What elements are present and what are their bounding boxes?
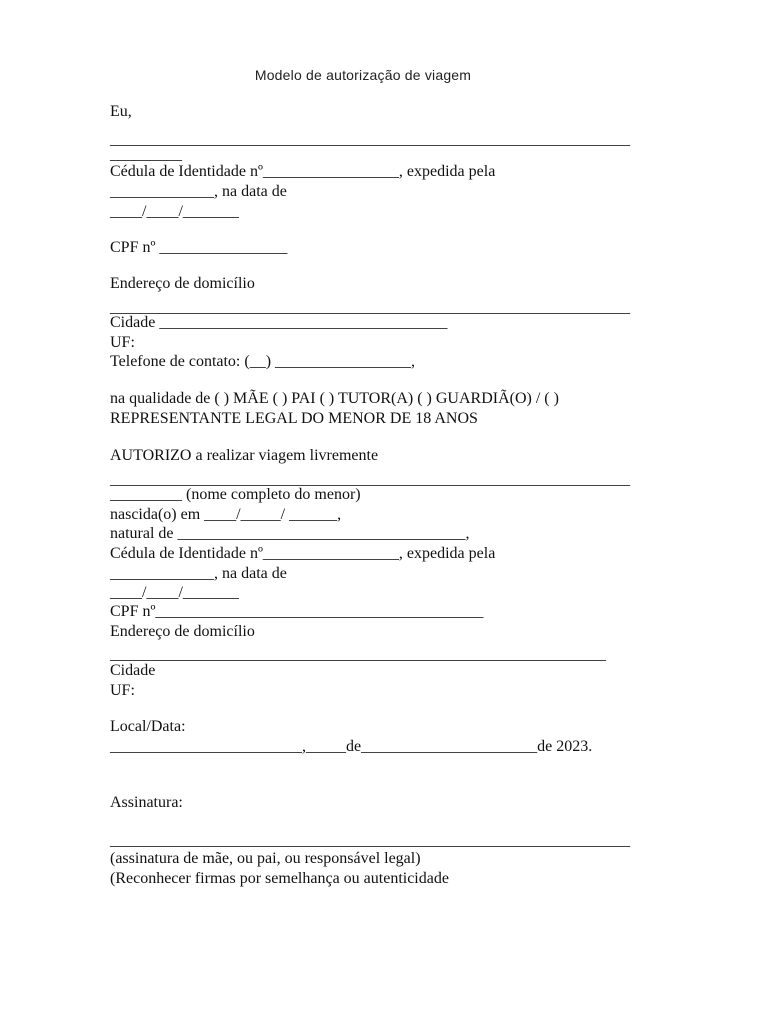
minor-birthplace-line: natural de ____________________________________, <box>110 525 470 542</box>
signature-caption: (assinatura de mãe, ou pai, ou responsável legal) <box>110 850 421 867</box>
minor-city-label: Cidade <box>110 662 156 679</box>
signature-label: Assinatura: <box>110 794 183 811</box>
minor-name-caption: _________ (nome completo do menor) <box>110 486 361 503</box>
place-date-label: Local/Data: <box>110 718 186 735</box>
declarant-uf-label: UF: <box>110 334 135 351</box>
minor-id-issuer-line: _____________, na data de <box>110 565 287 582</box>
signature-blank: _________________________________________________________________ <box>110 832 630 849</box>
minor-id-line: Cédula de Identidade nº_________________, expedida pela <box>110 545 496 562</box>
minor-address-blank: ______________________________________________________________ <box>110 646 606 663</box>
capacity-options-line-continued: REPRESENTANTE LEGAL DO MENOR DE 18 ANOS <box>110 410 478 427</box>
declarant-id-issuer-line: _____________, na data de <box>110 183 287 200</box>
minor-address-label: Endereço de domicílio <box>110 623 255 640</box>
minor-cpf-line: CPF nº_________________________________________ <box>110 603 484 620</box>
declarant-id-date-blank: ____/____/_______ <box>110 203 239 220</box>
minor-birthdate-line: nascida(o) em ____/_____/ ______, <box>110 506 342 523</box>
declarant-name-blank: _________________________________________________________________ <box>110 131 630 148</box>
declarant-id-line: Cédula de Identidade nº_________________, expedida pela <box>110 163 496 180</box>
document-title: Modelo de autorização de viagem <box>254 67 472 83</box>
place-date-blank: ________________________,_____de______________________de 2023. <box>110 738 593 755</box>
minor-name-blank: _________________________________________________________________ <box>110 471 630 488</box>
authorization-statement: AUTORIZO a realizar viagem livremente <box>110 447 379 464</box>
capacity-options-line: na qualidade de ( ) MÃE ( ) PAI ( ) TUTOR(A) ( ) GUARDIÃ(O) / ( ) <box>110 390 559 407</box>
declarant-city-line: Cidade ____________________________________ <box>110 314 448 331</box>
declarant-address-label: Endereço de domicílio <box>110 275 255 292</box>
minor-id-date-blank: ____/____/_______ <box>110 584 239 601</box>
declarant-address-blank: _________________________________________________________________ <box>110 299 630 316</box>
declarant-intro: Eu, <box>110 103 132 120</box>
declarant-cpf-line: CPF nº ________________ <box>110 239 288 256</box>
declarant-name-blank-continued: _________ <box>110 146 182 163</box>
minor-uf-label: UF: <box>110 682 135 699</box>
notarization-note: (Reconhecer firmas por semelhança ou autenticidade <box>110 870 449 887</box>
declarant-phone-line: Telefone de contato: (__) _________________, <box>110 353 416 370</box>
